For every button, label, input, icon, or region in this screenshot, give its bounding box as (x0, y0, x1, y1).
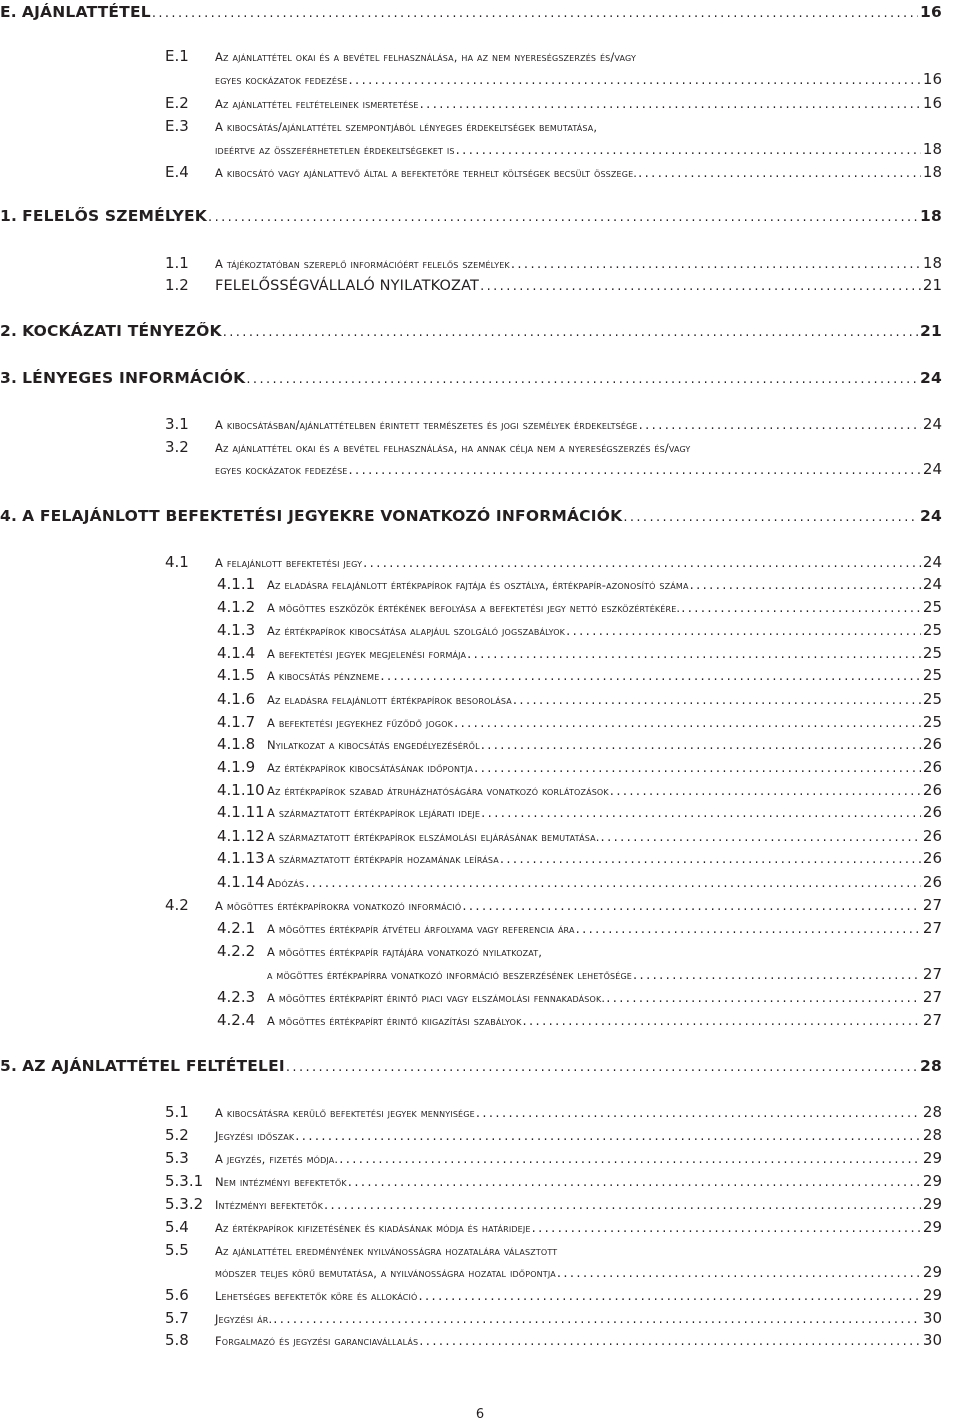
toc-number: 4.2.1 (217, 919, 256, 937)
toc-page-number: 26 (922, 735, 942, 753)
toc-page-number: 26 (922, 827, 942, 845)
toc-line (217, 735, 942, 753)
toc-page-number: 29 (922, 1263, 942, 1281)
toc-title: Nyilatkozat a kibocsátás engedélyezéséről (267, 738, 480, 752)
dot-leader (380, 669, 921, 684)
toc-line (217, 621, 942, 639)
toc-number: 5.6 (165, 1286, 189, 1304)
toc-title: Jegyzési ár. (215, 1312, 273, 1326)
dot-leader (480, 279, 921, 294)
dot-leader (324, 1198, 921, 1213)
toc-line (0, 1057, 942, 1075)
toc-number: 4.1.13 (217, 849, 265, 867)
dot-leader (273, 1312, 921, 1327)
toc-title: AJÁNLATTÉTEL (21, 3, 151, 21)
dot-leader (454, 716, 921, 731)
toc-number: 4.1.4 (217, 644, 256, 662)
toc-page-number: 18 (920, 207, 942, 225)
dot-leader (339, 1152, 921, 1167)
dot-leader (522, 1014, 920, 1029)
toc-title: Nem intézményi befektetők (215, 1175, 347, 1189)
toc-page-number: 24 (920, 507, 942, 525)
toc-line (217, 758, 942, 776)
toc-title: KOCKÁZATI TÉNYEZŐK (22, 322, 222, 340)
dot-leader (623, 510, 918, 525)
dot-leader (576, 922, 921, 937)
toc-title-continued: a mögöttes értékpapírra vonatkozó információ beszerzésének lehetősége (267, 968, 633, 982)
toc-title-continued: egyes kockázatok fedezése (215, 73, 348, 87)
toc-line (217, 781, 942, 799)
toc-number: 4.1.14 (217, 873, 265, 891)
toc-number: 4.1 (165, 553, 189, 571)
toc-line (217, 598, 942, 616)
dot-leader (511, 257, 921, 272)
toc-title: A mögöttes értékpapírt érintő piaci vagy elszámolási fennakadások. (267, 991, 606, 1005)
dot-leader (681, 601, 921, 616)
toc-page-number: 21 (922, 276, 942, 294)
dot-leader (305, 876, 921, 891)
dot-leader (532, 1221, 921, 1236)
dot-leader (476, 1106, 921, 1121)
toc-page-number: 16 (922, 94, 942, 112)
toc-number: 4.2.3 (217, 988, 256, 1006)
toc-title: Az értékpapírok kibocsátásának időpontja (267, 761, 474, 775)
toc-line (267, 965, 942, 983)
toc-title: AZ AJÁNLATTÉTEL FELTÉTELEI (22, 1057, 285, 1075)
toc-page-number: 24 (922, 460, 942, 478)
toc-number: E.1 (165, 47, 189, 65)
dot-leader (348, 1175, 921, 1190)
toc-page-number: 26 (922, 781, 942, 799)
toc-number: 4.2.4 (217, 1011, 256, 1029)
toc-number: 4.1.2 (217, 598, 256, 616)
toc-line (215, 1263, 942, 1281)
dot-leader (419, 1334, 921, 1349)
toc-title: LÉNYEGES INFORMÁCIÓK (22, 369, 246, 387)
toc-title: Az eladásra felajánlott értékpapírok fajtája és osztálya, értékpapír-azonosító száma (267, 578, 689, 592)
toc-page-number: 26 (922, 758, 942, 776)
toc-line (165, 1126, 942, 1144)
toc-number: 5.8 (165, 1331, 189, 1349)
toc-title-continued: egyes kockázatok fedezése (215, 463, 348, 477)
toc-page-number: 27 (922, 988, 942, 1006)
toc-title: Az ajánlattétel okai és a bevétel felhasználása, ha annak célja nem a nyereségszerzés és/vagy (215, 441, 691, 455)
toc-page-number: 25 (922, 713, 942, 731)
toc-line (165, 163, 942, 181)
toc-title: A származtatott értékpapírok elszámolási eljárásának bemutatása. (267, 830, 600, 844)
toc-title: A mögöttes értékpapírt érintő kiigazítási szabályok (267, 1014, 522, 1028)
toc-number: 4.1.12 (217, 827, 265, 845)
toc-title: Az eladásra felajánlott értékpapírok besorolása (267, 693, 512, 707)
dot-leader (639, 418, 921, 433)
toc-line (0, 207, 942, 225)
dot-leader (152, 6, 918, 21)
toc-line (217, 919, 942, 937)
toc-line (165, 1103, 942, 1121)
toc-title: Jegyzési időszak (215, 1129, 295, 1143)
toc-line (165, 117, 942, 135)
toc-page-number: 18 (922, 254, 942, 272)
toc-title: A mögöttes eszközök értékének befolyása a befektetési jegy nettó eszközértékére. (267, 601, 681, 615)
dot-leader (349, 73, 921, 88)
toc-number: 4.1.6 (217, 690, 256, 708)
toc-number: 4.1.8 (217, 735, 256, 753)
toc-number: 5.3.2 (165, 1195, 204, 1213)
dot-leader (481, 806, 921, 821)
dot-leader (418, 1289, 920, 1304)
toc-page-number: 16 (922, 70, 942, 88)
toc-page-number: 25 (922, 644, 942, 662)
toc-line (217, 942, 942, 960)
toc-page-number: 29 (922, 1195, 942, 1213)
toc-page-number: 29 (922, 1218, 942, 1236)
toc-title: A származtatott értékpapír hozamának leírása (267, 852, 499, 866)
toc-number: 4.2 (165, 896, 189, 914)
toc-page-number: 27 (922, 965, 942, 983)
toc-page-number: 25 (922, 621, 942, 639)
toc-number: 4.2.2 (217, 942, 256, 960)
toc-number: 4.1.3 (217, 621, 256, 639)
toc-title: Lehetséges befektetők köre és allokáció (215, 1289, 418, 1303)
toc-title: A tájékoztatóban szereplő információért felelős személyek (215, 257, 510, 271)
toc-number: 5.3.1 (165, 1172, 204, 1190)
toc-page-number: 25 (922, 666, 942, 684)
toc-number: 5.4 (165, 1218, 189, 1236)
toc-number: 4.1.9 (217, 758, 256, 776)
dot-leader (286, 1060, 918, 1075)
toc-page-number: 26 (922, 849, 942, 867)
toc-number: 5. (0, 1057, 18, 1075)
toc-title: A kibocsátásra kerülő befektetési jegyek mennyisége (215, 1106, 475, 1120)
dot-leader (500, 852, 921, 867)
toc-line (165, 415, 942, 433)
dot-leader (481, 738, 921, 753)
toc-line (165, 47, 942, 65)
toc-title: A kibocsátás pénzneme (267, 669, 380, 683)
toc-title: Az értékpapírok kibocsátása alapjául szolgáló jogszabályok (267, 624, 566, 638)
toc-page-number: 29 (922, 1149, 942, 1167)
toc-line (165, 1286, 942, 1304)
toc-number: 3.1 (165, 415, 189, 433)
toc-page-number: 29 (922, 1286, 942, 1304)
toc-line (0, 507, 942, 525)
toc-page-number: 30 (922, 1309, 942, 1327)
toc-page-number: 21 (920, 322, 942, 340)
dot-leader (690, 578, 921, 593)
toc-number: E.2 (165, 94, 189, 112)
toc-line (165, 276, 942, 294)
toc-title: A jegyzés, fizetés módja. (215, 1152, 339, 1166)
toc-title: A kibocsátó vagy ajánlattevő által a befektetőre terhelt költségek becsült összege. (215, 166, 638, 180)
toc-page-number: 26 (922, 873, 942, 891)
toc-number: 5.2 (165, 1126, 189, 1144)
toc-title: Az értékpapírok szabad átruházhatóságára vonatkozó korlátozások (267, 784, 609, 798)
toc-number: E. (0, 3, 17, 21)
toc-page-number: 24 (922, 553, 942, 571)
toc-number: 3. (0, 369, 18, 387)
toc-line (217, 849, 942, 867)
toc-line (0, 3, 942, 21)
toc-line (217, 1011, 942, 1029)
dot-leader (513, 693, 921, 708)
toc-title: A kibocsátásban/ajánlattételben érintett természetes és jogi személyek érdekeltsége (215, 418, 638, 432)
toc-title: FELELŐSSÉGVÁLLALÓ NYILATKOZAT (215, 278, 480, 294)
dot-leader (295, 1129, 921, 1144)
toc-line (217, 873, 942, 891)
toc-line (215, 140, 942, 158)
toc-page-number: 24 (920, 369, 942, 387)
toc-title: A mögöttes értékpapír átvételi árfolyama vagy referencia ára (267, 922, 575, 936)
toc-line (165, 438, 942, 456)
toc-page-number: 28 (922, 1126, 942, 1144)
toc-page-number: 27 (922, 1011, 942, 1029)
toc-line (165, 254, 942, 272)
dot-leader (557, 1266, 921, 1281)
toc-line (165, 1172, 942, 1190)
toc-number: 1.1 (165, 254, 189, 272)
toc-page-number: 27 (922, 919, 942, 937)
toc-number: 4.1.7 (217, 713, 256, 731)
dot-leader (363, 556, 921, 571)
toc-page-number: 30 (922, 1331, 942, 1349)
toc-title: A kibocsátás/ajánlattétel szempontjából lényeges érdekeltségek bemutatása, (215, 120, 598, 134)
toc-line (165, 1309, 942, 1327)
toc-title: Az ajánlattétel okai és a bevétel felhasználása, ha az nem nyereségszerzés és/vagy (215, 50, 637, 64)
toc-page-number: 28 (922, 1103, 942, 1121)
toc-page-number: 18 (922, 163, 942, 181)
dot-leader (467, 647, 921, 662)
dot-leader (349, 463, 921, 478)
toc-number: 1.2 (165, 276, 189, 294)
toc-line (217, 666, 942, 684)
toc-number: 5.5 (165, 1241, 189, 1259)
toc-page-number: 18 (922, 140, 942, 158)
toc-number: 1. (0, 207, 18, 225)
toc-line (217, 690, 942, 708)
toc-number: 5.3 (165, 1149, 189, 1167)
toc-page-number: 27 (922, 896, 942, 914)
toc-title: A felajánlott befektetési jegy (215, 556, 363, 570)
toc-line (0, 322, 942, 340)
toc-title: Az ajánlattétel eredményének nyilvánosságra hozatalára választott (215, 1244, 558, 1258)
dot-leader (246, 372, 918, 387)
toc-title: A befektetési jegyek megjelenési formája (267, 647, 467, 661)
dot-leader (638, 166, 921, 181)
toc-line (215, 460, 942, 478)
toc-title: Az értékpapírok kifizetésének és kiadásának módja és határideje (215, 1221, 531, 1235)
toc-line (217, 827, 942, 845)
toc-line (165, 1149, 942, 1167)
toc-title: A mögöttes értékpapír fajtájára vonatkozó nyilatkozat, (267, 945, 543, 959)
toc-line (165, 553, 942, 571)
toc-number: 5.1 (165, 1103, 189, 1121)
toc-page-number: 24 (922, 415, 942, 433)
toc-line (165, 94, 942, 112)
page-number: 6 (475, 1407, 485, 1422)
dot-leader (474, 761, 921, 776)
dot-leader (223, 325, 918, 340)
toc-number: 4.1.1 (217, 575, 256, 593)
toc-title-continued: módszer teljes körű bemutatása, a nyilvánosságra hozatal időpontja (215, 1266, 556, 1280)
dot-leader (610, 784, 921, 799)
toc-line (217, 713, 942, 731)
toc-title: Intézményi befektetők (215, 1198, 323, 1212)
dot-leader (208, 210, 918, 225)
toc-line (215, 70, 942, 88)
dot-leader (462, 899, 921, 914)
dot-leader (420, 97, 921, 112)
toc-title: A mögöttes értékpapírokra vonatkozó információ (215, 899, 462, 913)
toc-number: E.3 (165, 117, 189, 135)
toc-page-number: 25 (922, 598, 942, 616)
dot-leader (456, 143, 921, 158)
toc-number: E.4 (165, 163, 189, 181)
toc-number: 4.1.10 (217, 781, 265, 799)
toc-page-number: 29 (922, 1172, 942, 1190)
dot-leader (601, 830, 921, 845)
toc-page-number: 24 (922, 575, 942, 593)
toc-line (0, 369, 942, 387)
toc-line (165, 1195, 942, 1213)
toc-line (165, 1218, 942, 1236)
toc-number: 3.2 (165, 438, 189, 456)
toc-title: A befektetési jegyekhez fűződő jogok (267, 716, 454, 730)
toc-title: A származtatott értékpapírok lejárati ideje (267, 806, 481, 820)
toc-number: 5.7 (165, 1309, 189, 1327)
toc-page-number: 16 (920, 3, 942, 21)
toc-line (165, 896, 942, 914)
toc-line (217, 575, 942, 593)
dot-leader (633, 968, 921, 983)
toc-line (217, 644, 942, 662)
toc-line (165, 1331, 942, 1349)
toc-title-continued: ideértve az összeférhetetlen érdekeltségeket is (215, 143, 455, 157)
toc-page-number: 26 (922, 803, 942, 821)
toc-number: 2. (0, 322, 18, 340)
toc-line (217, 988, 942, 1006)
dot-leader (566, 624, 921, 639)
toc-page-number: 25 (922, 690, 942, 708)
toc-title: FELELŐS SZEMÉLYEK (22, 207, 208, 225)
toc-title: Forgalmazó és jegyzési garanciavállalás (215, 1334, 419, 1348)
toc-page-number: 28 (920, 1057, 942, 1075)
toc-line (217, 803, 942, 821)
toc-line (165, 1241, 942, 1259)
toc-number: 4.1.5 (217, 666, 256, 684)
toc-number: 4.1.11 (217, 803, 265, 821)
dot-leader (606, 991, 921, 1006)
toc-number: 4. (0, 507, 18, 525)
toc-title: A FELAJÁNLOTT BEFEKTETÉSI JEGYEKRE VONATKOZÓ INFORMÁCIÓK (22, 507, 623, 525)
toc-title: Adózás (267, 876, 305, 890)
toc-title: Az ajánlattétel feltételeinek ismertetése (215, 97, 419, 111)
